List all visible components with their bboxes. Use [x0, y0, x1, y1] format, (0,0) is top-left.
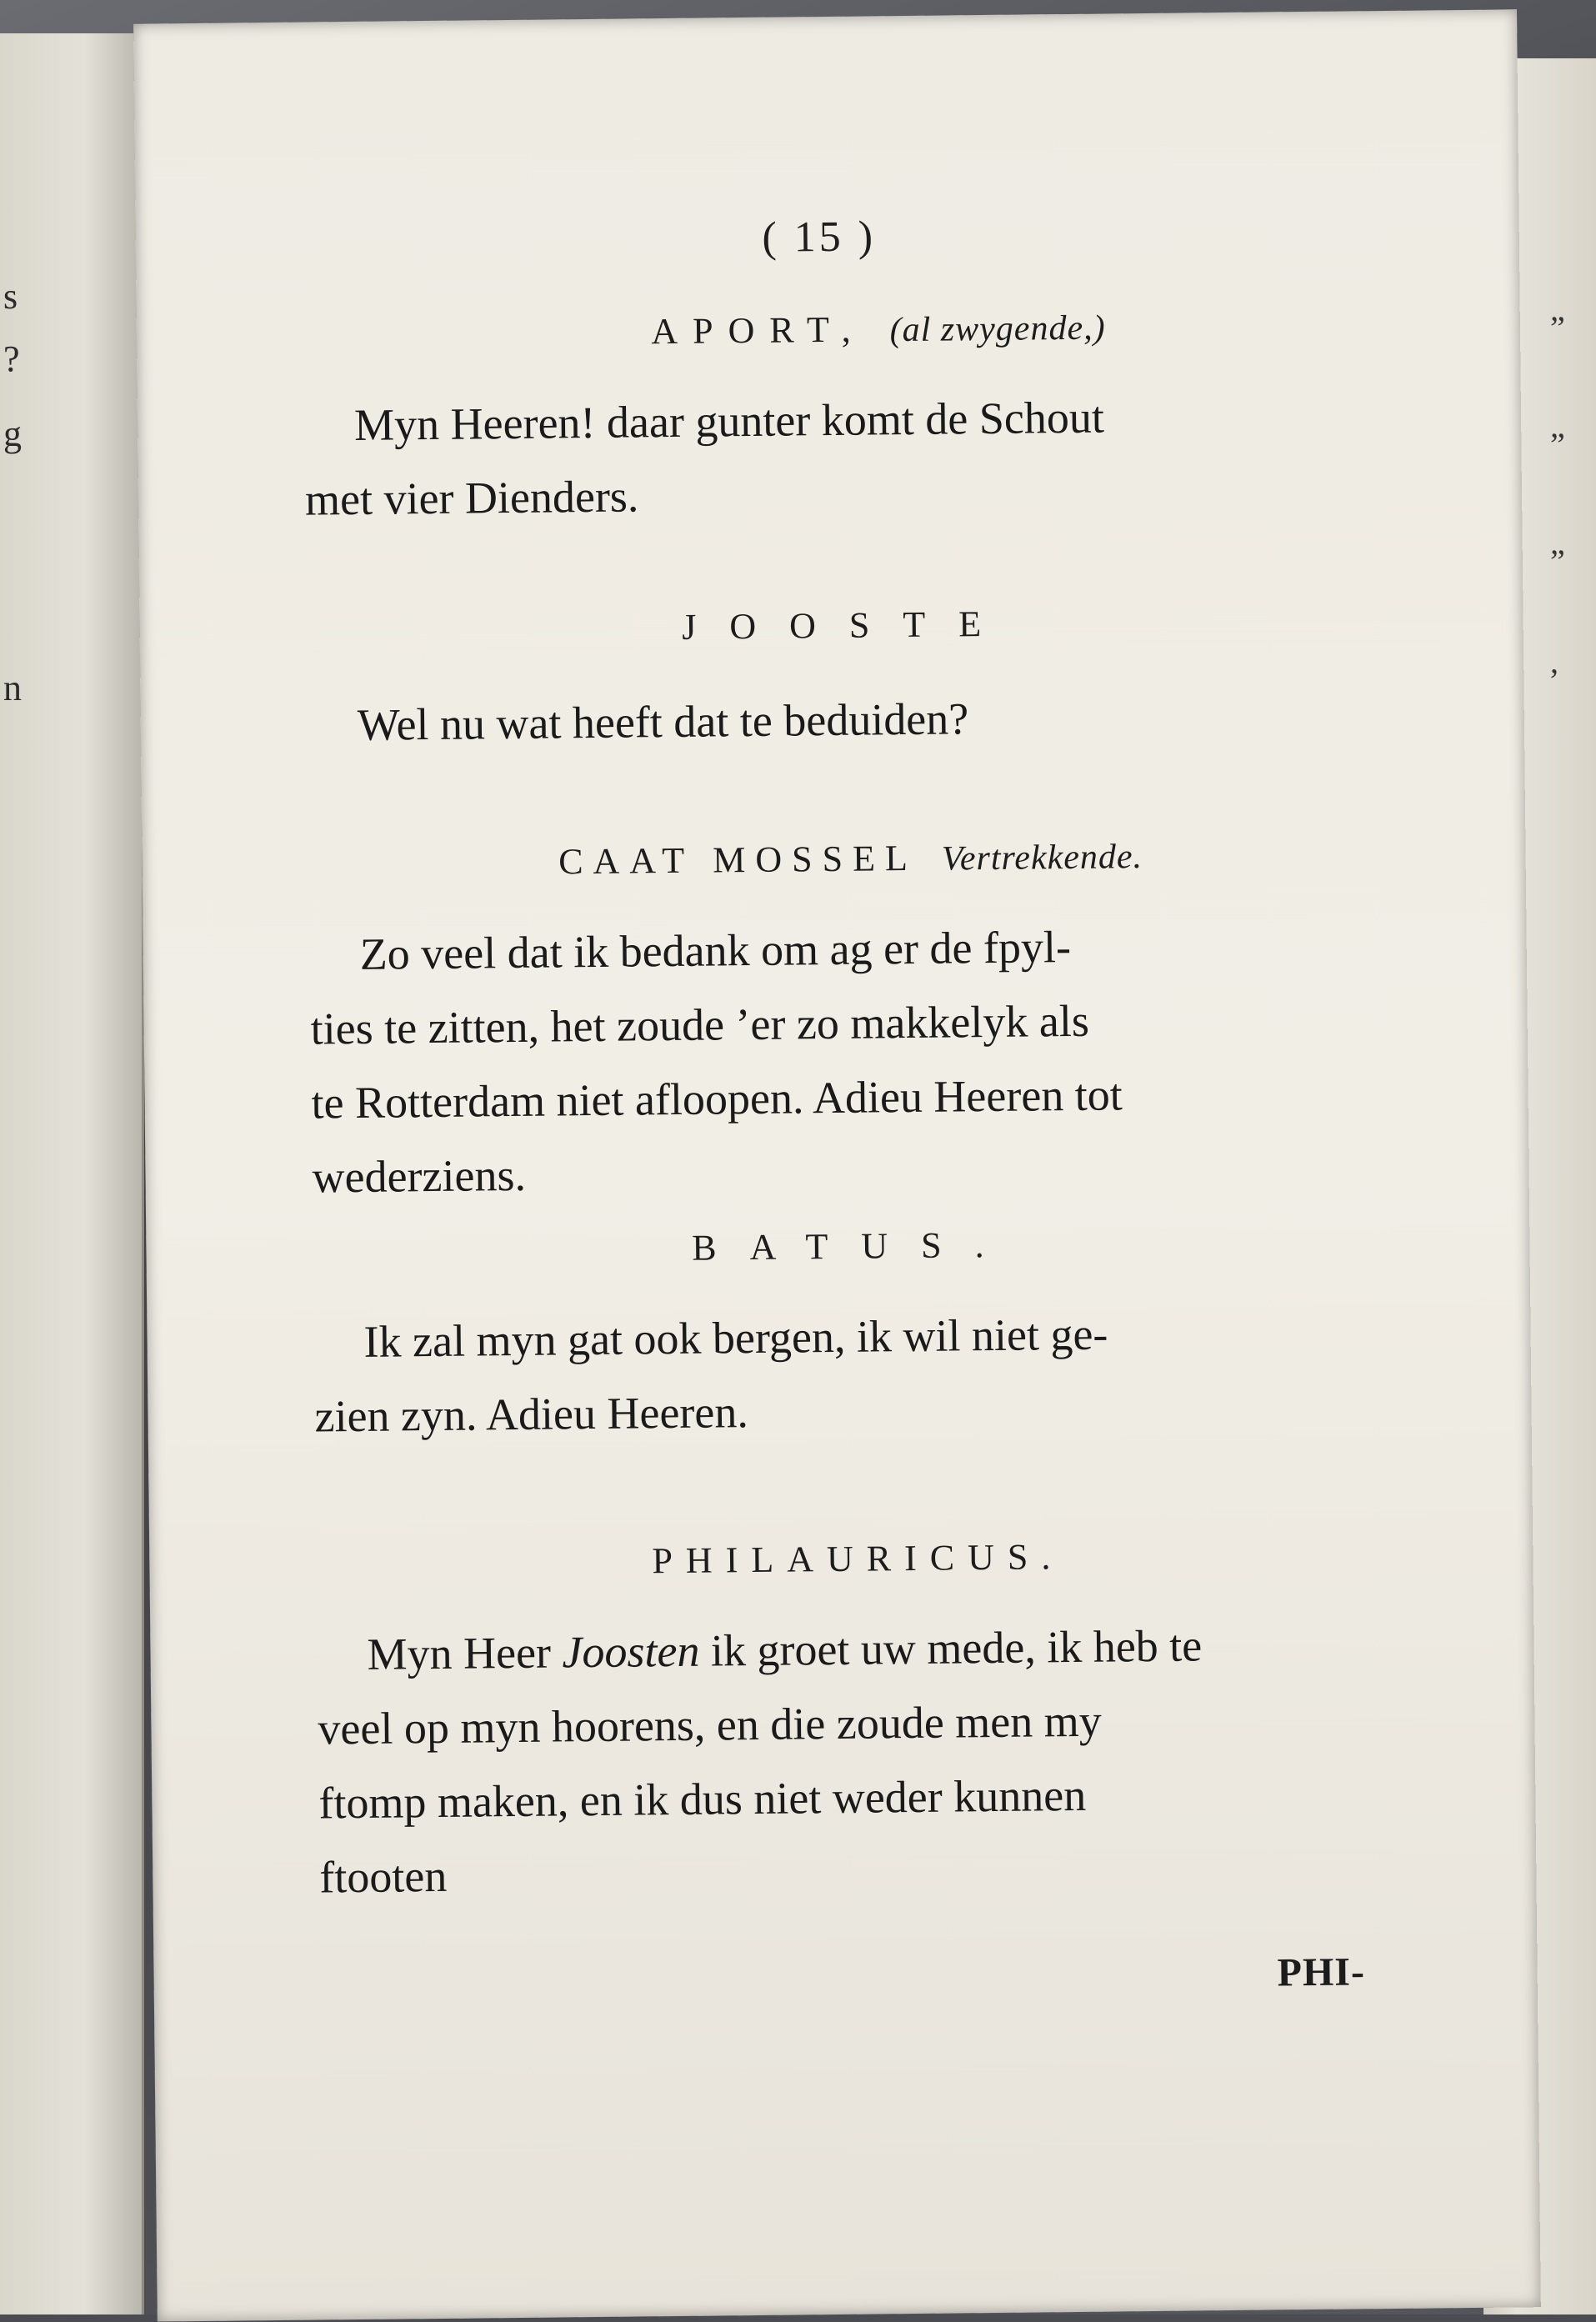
speech-text [313, 1294, 1432, 1454]
speaker-heading [483, 1534, 1233, 1584]
speech-line: Myn Heeren! daar gunter komt de Schout [353, 392, 1105, 450]
right-page-quote: ” [1550, 309, 1565, 347]
speaker-name: APORT, [651, 308, 866, 353]
left-page-fragment: ? [3, 338, 20, 379]
stage-direction: (al zwygende,) [889, 308, 1106, 350]
speech-line: met vier Dienders. [304, 471, 639, 525]
right-page-quote: , [1550, 643, 1558, 680]
speaker-name: PHILAURICUS. [652, 1536, 1064, 1582]
left-page-fragment: g [3, 413, 22, 454]
speech-text [304, 378, 1423, 538]
speaker-name: BATUS. [692, 1224, 1018, 1269]
right-page-quote: ” [1550, 426, 1565, 463]
speech-name-italic: Joosten [562, 1625, 700, 1678]
speech-line: Ik zal myn gat ook bergen, ik wil niet ge- [363, 1309, 1108, 1367]
speech-line: veel op myn hoorens, en die zoude men my [318, 1695, 1103, 1754]
speech-line: te Rotterdam niet afloopen. Adieu Heeren tot [311, 1069, 1123, 1128]
right-page-quote: ” [1550, 543, 1565, 580]
stage-direction: Vertrekkende. [941, 838, 1143, 878]
speech-line [317, 1606, 1434, 1692]
speaker-name: JOOSTE [681, 603, 1015, 648]
speaker-heading [556, 601, 1139, 649]
speech-line: zien zyn. Adieu Heeren. [314, 1387, 749, 1442]
speech-text [309, 907, 1429, 1215]
speaker-heading [563, 1222, 1146, 1270]
speaker-heading [503, 304, 1253, 354]
speech-line: Zo veel dat ik bedank om ag er de fpyl- [359, 921, 1072, 979]
speech-line: ftooten [319, 1850, 448, 1903]
catchword: PHI- [1277, 1949, 1366, 1995]
speech-line: wederziens. [312, 1149, 527, 1203]
speaker-heading [392, 833, 1308, 885]
speaker-name: CAAT MOSSEL [558, 837, 918, 883]
speech-text [307, 678, 1424, 763]
left-page-fragment: n [3, 668, 22, 708]
speech-line: ties te zitten, het zoude ’er zo makkelyk als [310, 995, 1090, 1054]
left-page-fragment: s [3, 276, 18, 317]
page-number: ( 15 ) [762, 213, 877, 262]
left-page-edge [0, 33, 144, 2314]
speech-line: Wel nu wat heeft dat te beduiden? [357, 693, 969, 750]
speech-fragment: ik groet uw mede, ik heb te [699, 1620, 1203, 1676]
speech-line: ftomp maken, en ik dus niet weder kunnen [318, 1769, 1087, 1829]
speech-text [317, 1606, 1437, 1914]
speech-fragment: Myn Heer [367, 1627, 563, 1679]
book-page [133, 9, 1541, 2321]
